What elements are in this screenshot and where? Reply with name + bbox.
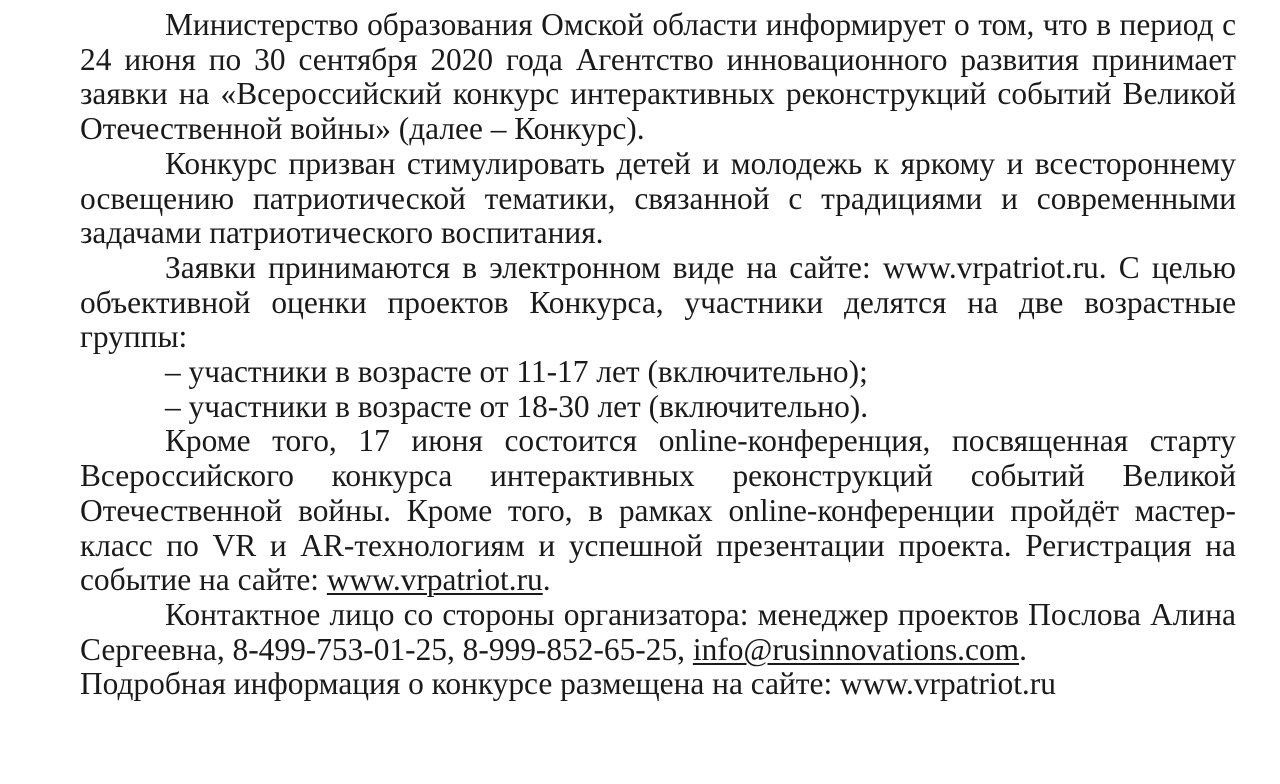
document-page: [80, 8, 1236, 702]
paragraph-conference: [80, 424, 1236, 598]
paragraph-intro: Министерство образования Омской области информирует о том, что в период с 24 июня по 30 сентября 2020 года Агентство инновационного развития принимает заявки на «Всероссийский конкурс интерактивных реконструкций событий Великой Отечественной войны» (далее – Конкурс).: [80, 7, 1236, 147]
paragraph-applications: Заявки принимаются в электронном виде на сайте: www.vrpatriot.ru. С целью объективной оценки проектов Конкурса, участники делятся на две возрастные группы:: [80, 249, 1236, 355]
age-group-item: – участники в возрасте от 18-30 лет (включительно).: [165, 388, 869, 424]
registration-link: www.vrpatriot.ru: [326, 562, 543, 598]
paragraph-purpose: Конкурс призван стимулировать детей и молодежь к яркому и всестороннему освещению патриотической тематики, связанной с традициями и современными задачами патриотического воспитания.: [80, 145, 1236, 251]
paragraph-contact: [80, 598, 1236, 667]
age-group-item: – участники в возрасте от 11-17 лет (включительно);: [165, 354, 868, 390]
paragraph-more-info: Подробная информация о конкурсе размещена на сайте: www.vrpatriot.ru: [80, 666, 1056, 702]
contact-text: Контактное лицо со стороны организатора: менеджер проектов Послова Алина Сергеевна, 8-499-753-01-25, 8-999-852-65-25,: [80, 596, 1236, 667]
contact-end: .: [1019, 631, 1027, 667]
conference-end: .: [542, 562, 551, 598]
contact-email: info@rusinnovations.com: [692, 631, 1020, 667]
conference-text: Кроме того, 17 июня состоится online-конференция, посвященная старту Всероссийского конкурса интерактивных реконструкций событий Великой Отечественной войны. Кроме того, в рамках online-конференции пройдёт мастер-класс по VR и AR-технологиям и успешной презентации проекта. Регистрация на событие на сайте:: [80, 423, 1236, 598]
